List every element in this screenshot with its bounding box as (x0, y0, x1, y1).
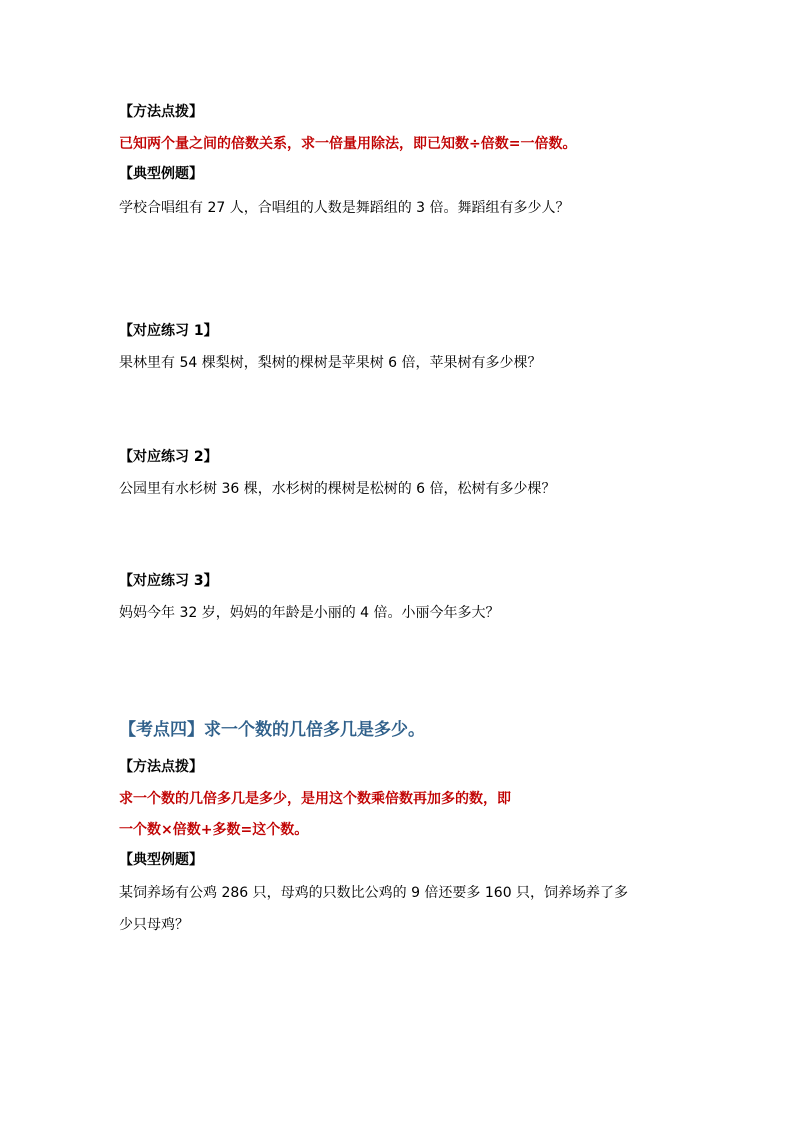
method-heading: 【方法点拨】 (119, 104, 203, 120)
practice-2-heading: 【对应练习 2】 (119, 449, 218, 465)
practice-1-text: 果林里有 54 棵梨树，梨树的棵树是苹果树 6 倍，苹果树有多少棵？ (119, 355, 542, 371)
practice-2-text: 公园里有水杉树 36 棵，水杉树的棵树是松树的 6 倍，松树有多少棵？ (119, 481, 556, 497)
practice-1-heading: 【对应练习 1】 (119, 323, 218, 339)
example-heading: 【典型例题】 (119, 166, 203, 182)
example-heading-2: 【典型例题】 (119, 852, 203, 868)
practice-3-heading: 【对应练习 3】 (119, 573, 218, 589)
method-text-2-line1: 求一个数的几倍多几是多少，是用这个数乘倍数再加多的数，即 (119, 791, 511, 807)
method-text: 已知两个量之间的倍数关系，求一倍量用除法，即已知数÷倍数=一倍数。 (119, 136, 577, 152)
example-text-2-line1: 某饲养场有公鸡 286 只，母鸡的只数比公鸡的 9 倍还要多 160 只，饲养场养了多 (119, 885, 629, 901)
practice-3-text: 妈妈今年 32 岁，妈妈的年龄是小丽的 4 倍。小丽今年多大？ (119, 605, 500, 621)
method-text-2-line2: 一个数×倍数+多数=这个数。 (119, 822, 309, 838)
section-title: 【考点四】求一个数的几倍多几是多少。 (119, 720, 425, 740)
example-text: 学校合唱组有 27 人，合唱组的人数是舞蹈组的 3 倍。舞蹈组有多少人？ (119, 200, 570, 216)
method-heading-2: 【方法点拨】 (119, 759, 203, 775)
example-text-2-line2: 少只母鸡？ (119, 917, 189, 933)
